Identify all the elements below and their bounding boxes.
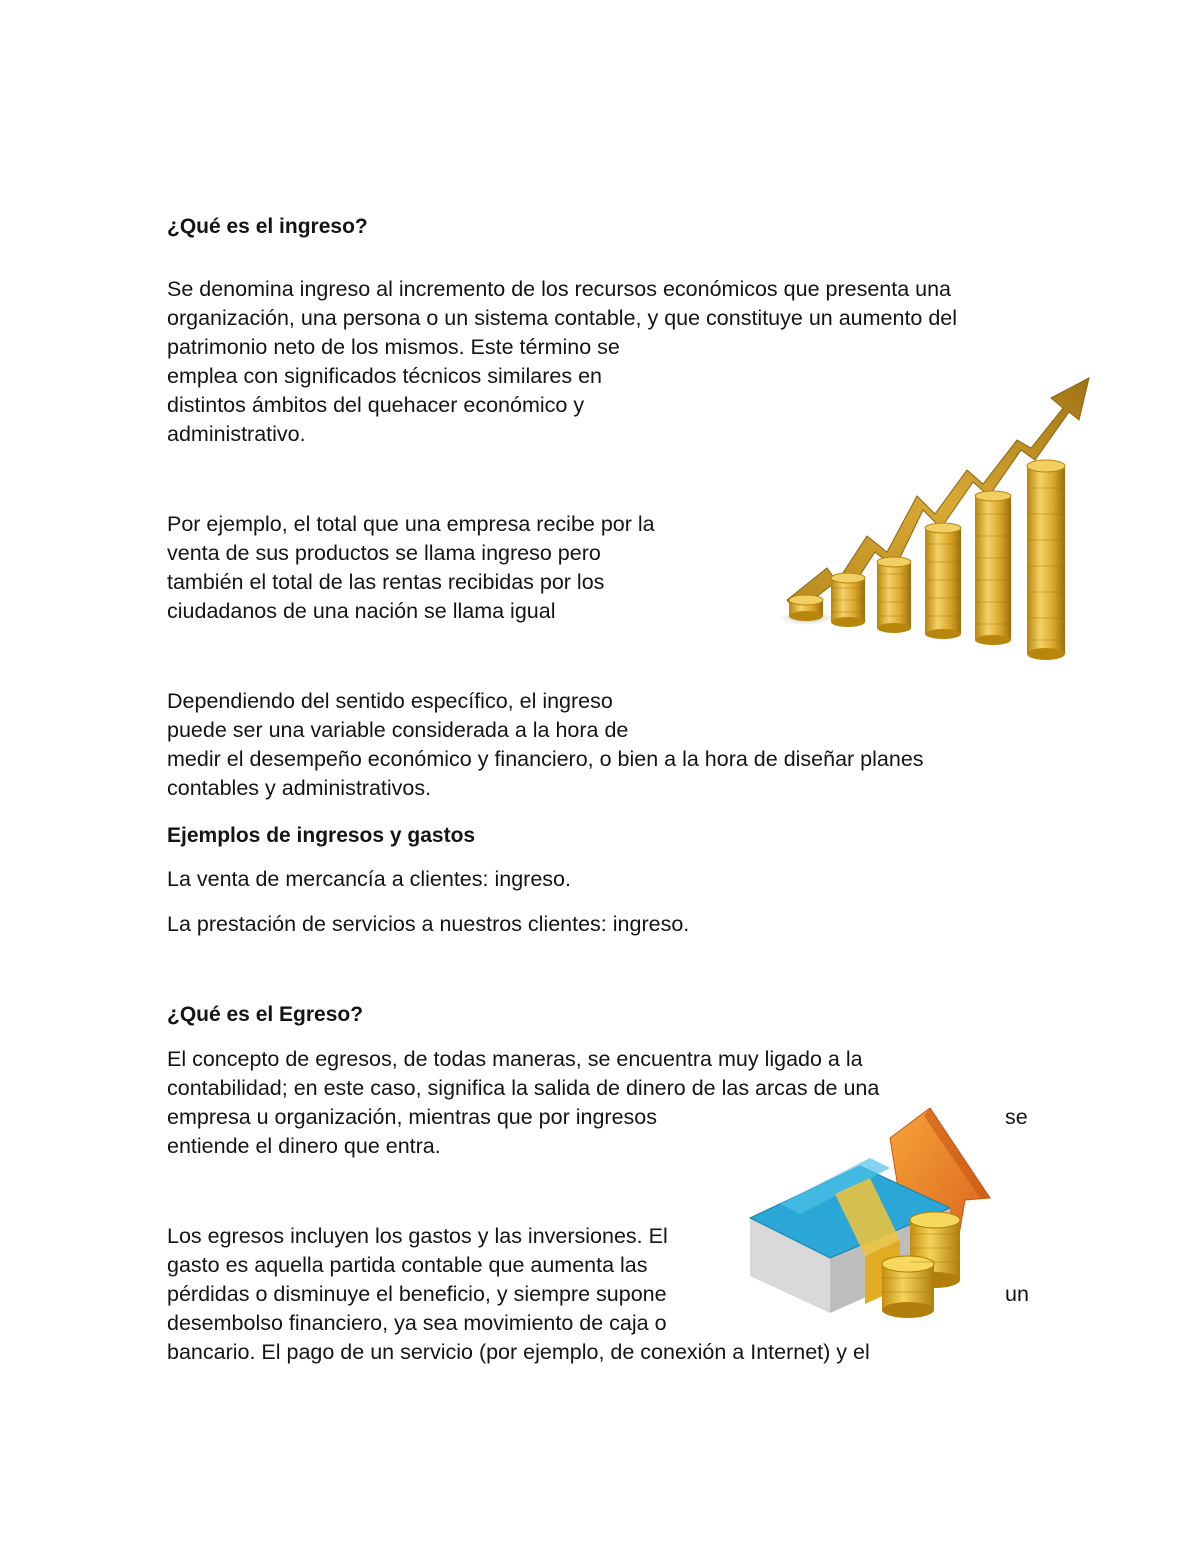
egreso-p2-line: gasto es aquella partida contable que aumenta las xyxy=(167,1253,648,1277)
heading-ingreso: ¿Qué es el ingreso? xyxy=(167,215,368,238)
egreso-p1-line: contabilidad; en este caso, significa la salida de dinero de las arcas de una xyxy=(167,1076,880,1100)
coin-stacks xyxy=(779,460,1065,660)
ingreso-p3-line: Dependiendo del sentido específico, el ingreso xyxy=(167,689,613,713)
egreso-p1-line: empresa u organización, mientras que por ingresos xyxy=(167,1105,657,1129)
egreso-p1-right-word: se xyxy=(1005,1105,1028,1129)
heading-egreso: ¿Qué es el Egreso? xyxy=(167,1003,364,1026)
egreso-p1-line: entiende el dinero que entra. xyxy=(167,1134,441,1158)
ingreso-p2-line: ciudadanos de una nación se llama igual xyxy=(167,599,556,623)
ingreso-p2-line: venta de sus productos se llama ingreso pero xyxy=(167,541,601,565)
coins-growth-arrow-image xyxy=(745,368,1150,668)
ejemplo-item: La prestación de servicios a nuestros clientes: ingreso. xyxy=(167,912,690,936)
ingreso-p3-line: puede ser una variable considerada a la hora de xyxy=(167,718,629,742)
heading-ejemplos: Ejemplos de ingresos y gastos xyxy=(167,824,476,847)
ingreso-p2-line: Por ejemplo, el total que una empresa recibe por la xyxy=(167,512,655,536)
egreso-p2-line: pérdidas o disminuye el beneficio, y siempre supone xyxy=(167,1282,667,1306)
ingreso-p1-line: distintos ámbitos del quehacer económico y xyxy=(167,393,585,417)
ingreso-p1-line: administrativo. xyxy=(167,422,306,446)
ingreso-p1-line: emplea con significados técnicos similares en xyxy=(167,364,602,388)
ingreso-p1-line: Se denomina ingreso al incremento de los recursos económicos que presenta una xyxy=(167,277,952,301)
egreso-p2-line: Los egresos incluyen los gastos y las inversiones. El xyxy=(167,1224,668,1248)
ingreso-p1-line: organización, una persona o un sistema contable, y que constituye un aumento del xyxy=(167,306,958,330)
money-stack-coins-image xyxy=(740,1108,995,1323)
ingreso-p2-line: también el total de las rentas recibidas por los xyxy=(167,570,605,594)
egreso-p2-line: desembolso financiero, ya sea movimiento de caja o xyxy=(167,1311,667,1335)
ingreso-p3-line: medir el desempeño económico y financiero, o bien a la hora de diseñar planes xyxy=(167,747,924,771)
egreso-p1-line: El concepto de egresos, de todas maneras, se encuentra muy ligado a la xyxy=(167,1047,863,1071)
ingreso-p1-line: patrimonio neto de los mismos. Este término se xyxy=(167,335,620,359)
egreso-p2-line: bancario. El pago de un servicio (por ejemplo, de conexión a Internet) y el xyxy=(167,1340,870,1364)
ingreso-p3-line: contables y administrativos. xyxy=(167,776,432,800)
egreso-p2-right-word: un xyxy=(1005,1282,1029,1306)
ejemplo-item: La venta de mercancía a clientes: ingreso. xyxy=(167,867,571,891)
